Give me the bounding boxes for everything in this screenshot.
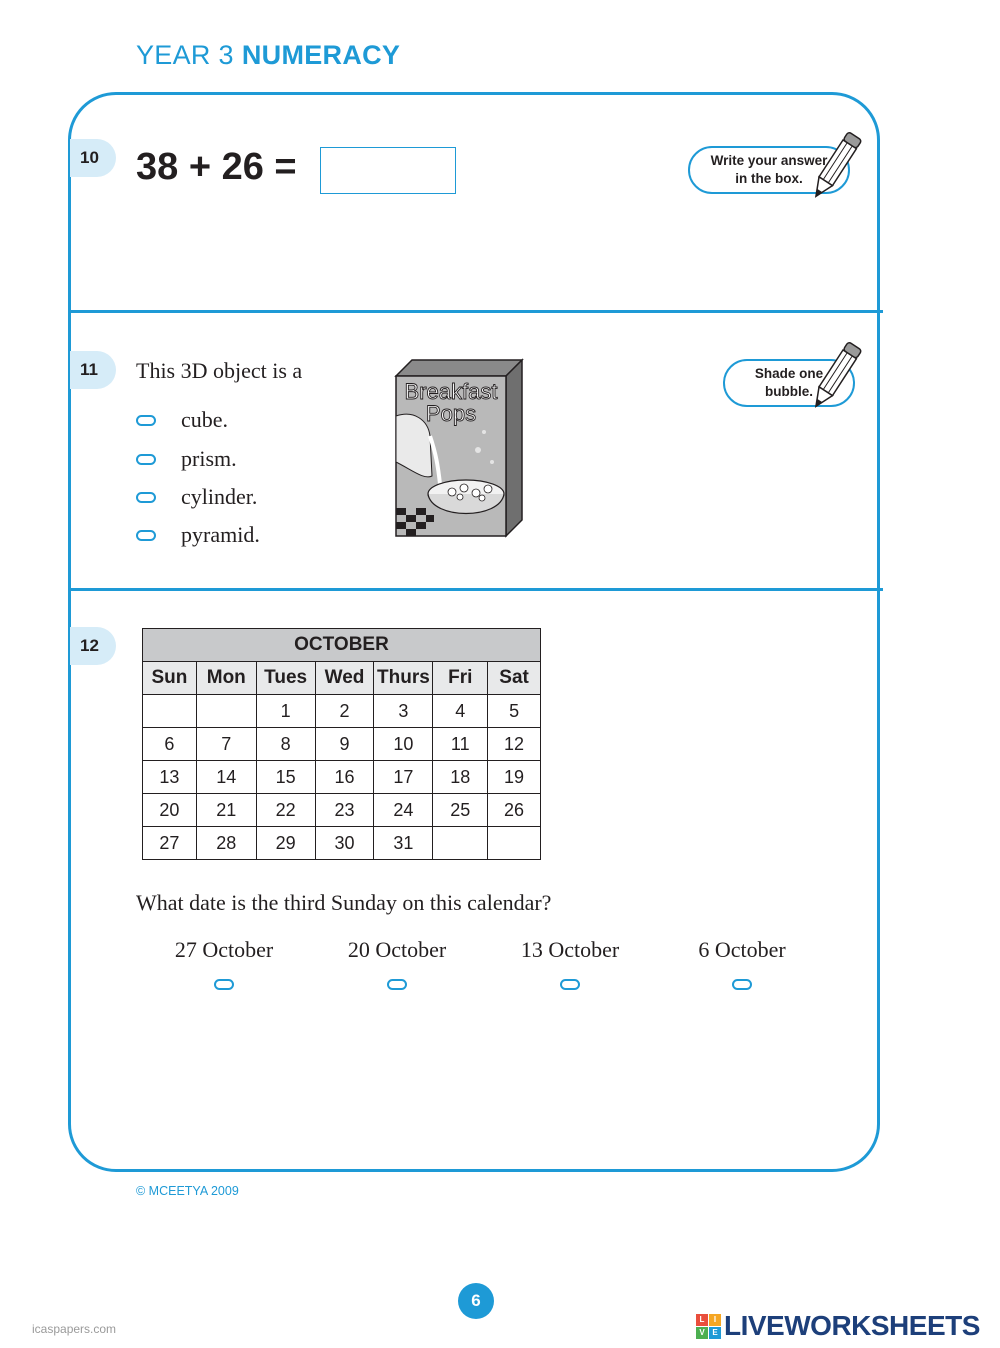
q11-prompt: This 3D object is a [136, 358, 303, 383]
subject-label: NUMERACY [241, 40, 401, 70]
day-header: Fri [433, 662, 488, 695]
choice-bubble[interactable] [387, 979, 407, 990]
liveworksheets-icon [696, 1314, 721, 1339]
choice-27-october[interactable] [154, 937, 294, 995]
equation: 38 + 26 = [136, 146, 297, 188]
day-header: Sun [143, 662, 197, 695]
calendar-cell: 25 [433, 794, 488, 827]
option-bubble[interactable] [136, 415, 156, 426]
option-label: pyramid. [181, 522, 260, 547]
page-number: 6 [458, 1283, 494, 1319]
calendar-cell: 22 [256, 794, 315, 827]
calendar-cell [143, 695, 197, 728]
cereal-brand-line-1: Breakfast [404, 379, 498, 404]
calendar-cell [196, 695, 256, 728]
calendar-cell [488, 827, 541, 860]
calendar-cell: 19 [488, 761, 541, 794]
calendar-cell: 4 [433, 695, 488, 728]
calendar-cell: 12 [488, 728, 541, 761]
option-label: prism. [181, 446, 237, 471]
calendar-cell: 15 [256, 761, 315, 794]
option-prism[interactable] [136, 445, 237, 473]
callout-line-2: in the box. [735, 171, 803, 186]
option-pyramid[interactable] [136, 521, 260, 549]
calendar-cell [433, 827, 488, 860]
calendar-cell: 14 [196, 761, 256, 794]
calendar-cell: 1 [256, 695, 315, 728]
calendar-week [143, 695, 541, 728]
calendar-cell: 13 [143, 761, 197, 794]
calendar-cell: 27 [143, 827, 197, 860]
copyright: © MCEETYA 2009 [136, 1184, 239, 1198]
cereal-box-image [394, 358, 526, 540]
calendar-week [143, 827, 541, 860]
q12-prompt: What date is the third Sunday on this calendar? [136, 890, 552, 915]
calendar-cell: 3 [374, 695, 433, 728]
answer-input[interactable] [320, 147, 456, 194]
choice-label: 20 October [347, 937, 447, 962]
pencil-icon [805, 128, 865, 206]
calendar-cell: 8 [256, 728, 315, 761]
day-header: Tues [256, 662, 315, 695]
choice-20-october[interactable] [327, 937, 467, 995]
cereal-brand-line-2: Pops [425, 401, 477, 426]
logo-letter: E [709, 1327, 721, 1339]
calendar-cell: 16 [315, 761, 374, 794]
october-calendar [142, 628, 541, 860]
calendar-cell: 18 [433, 761, 488, 794]
question-number-10: 10 [70, 139, 116, 177]
day-header: Thurs [374, 662, 433, 695]
liveworksheets-logo [696, 1310, 980, 1342]
calendar-cell: 26 [488, 794, 541, 827]
calendar-cell: 23 [315, 794, 374, 827]
calendar-week [143, 728, 541, 761]
brand-name: LIVEWORKSHEETS [724, 1310, 980, 1341]
calendar-cell: 6 [143, 728, 197, 761]
source-watermark: icaspapers.com [32, 1322, 117, 1336]
choice-bubble[interactable] [560, 979, 580, 990]
calendar-cell: 17 [374, 761, 433, 794]
question-number-12: 12 [70, 627, 116, 665]
choice-bubble[interactable] [214, 979, 234, 990]
pencil-icon [805, 338, 865, 416]
logo-letter: I [709, 1314, 721, 1326]
calendar-cell: 7 [196, 728, 256, 761]
choice-label: 13 October [520, 937, 620, 962]
choice-label: 27 October [174, 937, 274, 962]
question-number-11: 11 [70, 351, 116, 389]
calendar-month: OCTOBER [143, 629, 541, 662]
option-bubble[interactable] [136, 492, 156, 503]
calendar-cell: 9 [315, 728, 374, 761]
option-cylinder[interactable] [136, 483, 257, 511]
calendar-week [143, 761, 541, 794]
choice-label: 6 October [698, 937, 786, 962]
callout-line-2: bubble. [764, 384, 813, 399]
calendar-cell: 30 [315, 827, 374, 860]
option-bubble[interactable] [136, 530, 156, 541]
calendar-week [143, 794, 541, 827]
divider-q11-q12 [68, 588, 883, 591]
calendar-cell: 21 [196, 794, 256, 827]
logo-letter: V [696, 1327, 708, 1339]
callout-line-1: Write your answer [710, 153, 828, 168]
year-label: YEAR 3 [136, 40, 234, 70]
calendar-cell: 29 [256, 827, 315, 860]
page-title [136, 40, 400, 71]
calendar-cell: 10 [374, 728, 433, 761]
logo-letter: L [696, 1314, 708, 1326]
callout-line-1: Shade one [754, 366, 824, 381]
calendar-cell: 20 [143, 794, 197, 827]
day-header: Mon [196, 662, 256, 695]
choice-6-october[interactable] [672, 937, 812, 995]
divider-q10-q11 [68, 310, 883, 313]
choice-13-october[interactable] [500, 937, 640, 995]
day-header: Wed [315, 662, 374, 695]
calendar-cell: 2 [315, 695, 374, 728]
day-header: Sat [488, 662, 541, 695]
calendar-cell: 11 [433, 728, 488, 761]
calendar-cell: 28 [196, 827, 256, 860]
calendar-cell: 24 [374, 794, 433, 827]
calendar-cell: 5 [488, 695, 541, 728]
choice-bubble[interactable] [732, 979, 752, 990]
option-label: cylinder. [181, 484, 258, 509]
calendar-cell: 31 [374, 827, 433, 860]
option-bubble[interactable] [136, 454, 156, 465]
option-cube[interactable] [136, 406, 228, 434]
option-label: cube. [181, 407, 229, 432]
